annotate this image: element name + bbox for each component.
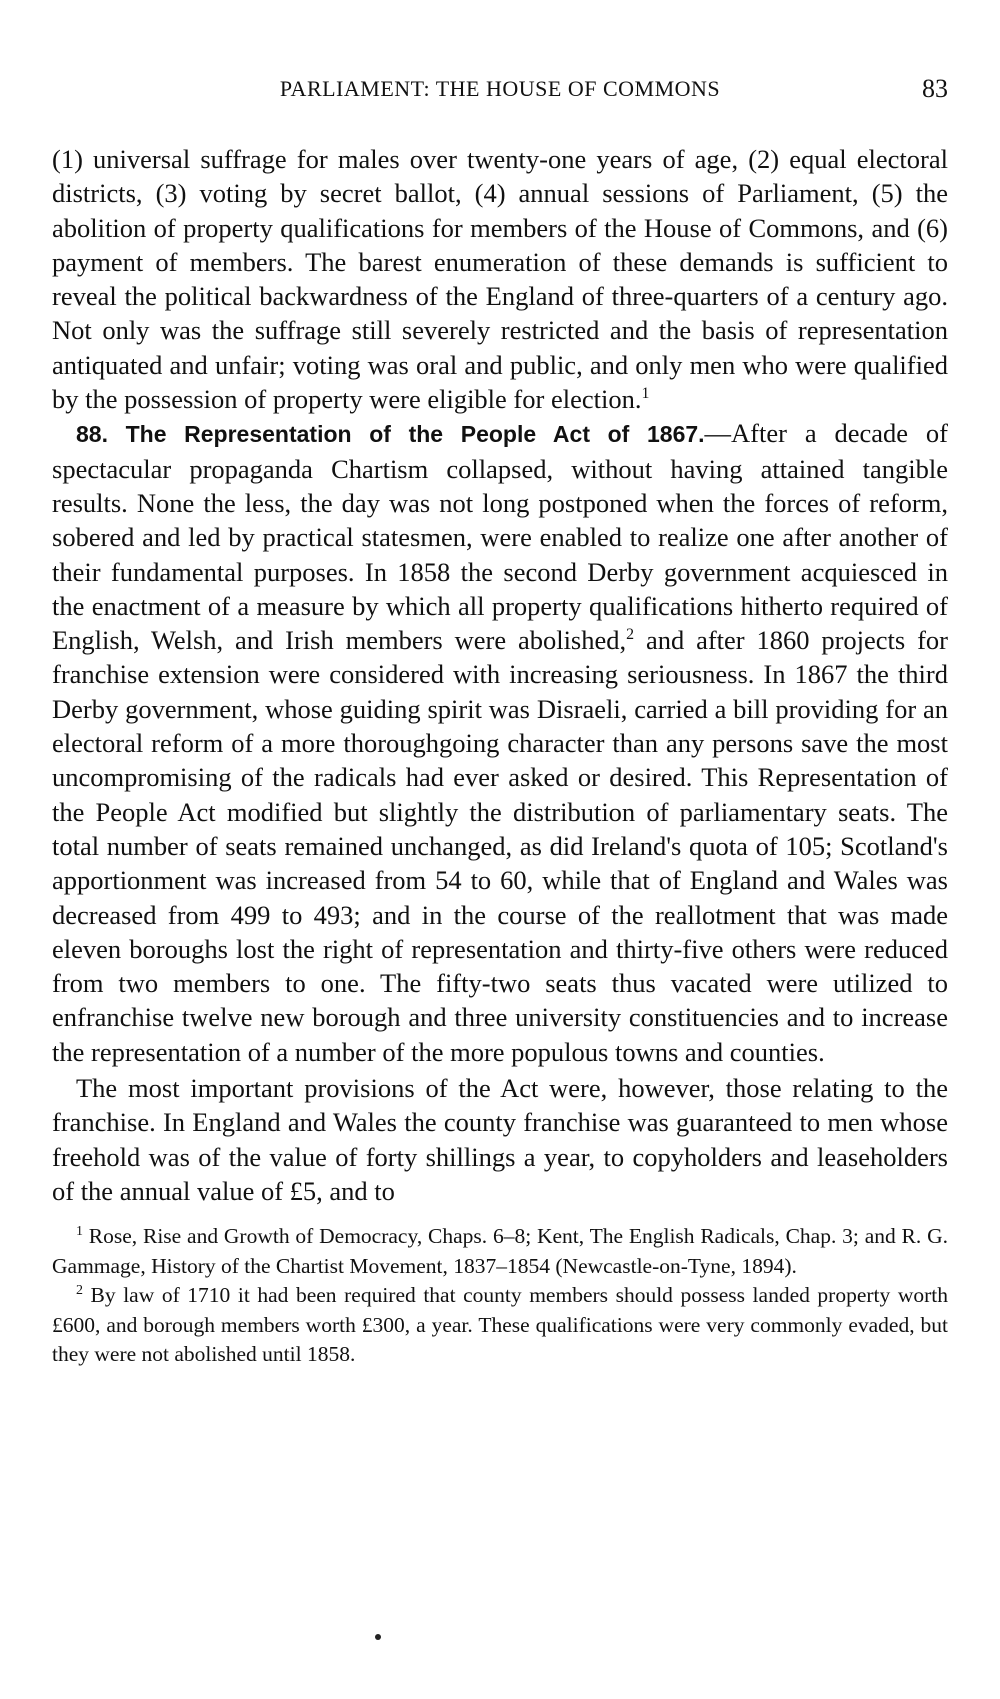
footnote-ref-1: 1 <box>641 385 650 403</box>
body-text <box>52 142 948 1208</box>
paragraph-section-88 <box>52 416 948 1069</box>
paragraph-chartist-demands <box>52 142 948 416</box>
page-number: 83 <box>922 74 948 103</box>
footnotes <box>52 1222 948 1370</box>
paragraph-text: The most important provisions of the Act were, however, those relating to the franchise. In England and Wales the county franchise was guaranteed to men whose freehold was of the value of forty shillings a year, to copyholders and leaseholders of the annual value of £5, and to <box>52 1073 948 1206</box>
running-header <box>52 72 948 112</box>
paragraph-text: (1) universal suffrage for males over twenty-one years of age, (2) equal electoral districts, (3) voting by secret ballot, (4) annual sessions of Parliament, (5) the abolition of property qualifications for members of the House of Commons, and (6) payment of members. The barest enumeration of these demands is sufficient to reveal the political backwardness of the England of three-quarters of a century ago. Not only was the suffrage still severely restricted and the basis of representation antiquated and unfair; voting was oral and public, and only men who were qualified by the possession of property were eligible for election. <box>52 144 948 415</box>
footnote-mark: 2 <box>76 1283 83 1299</box>
footnote-2 <box>52 1281 948 1370</box>
paragraph-text-continued: and after 1860 projects for franchise extension were considered with increasing seriousness. In 1867 the third Derby government, whose guiding spirit was Disraeli, carried a bill providing for an electoral reform of a more thoroughgoing character than any persons save the most uncompromising of the radicals had ever asked or desired. This Representation of the People Act modified but slightly the distribution of parliamentary seats. The total number of seats remained unchanged, as did Ireland's quota of 105; Scotland's apportionment was increased from 54 to 60, while that of England and Wales was decreased from 499 to 493; and in the course of the reallotment that was made eleven boroughs lost the right of representation and thirty-five others were reduced from two members to one. The fifty-two seats thus vacated were utilized to enfranchise twelve new borough and three university constituencies and to increase the representation of a number of the more populous towns and counties. <box>52 625 948 1067</box>
ink-speck <box>375 1634 381 1640</box>
footnote-1 <box>52 1222 948 1281</box>
book-page <box>52 72 948 1370</box>
paragraph-franchise-provisions <box>52 1071 948 1208</box>
section-heading: 88. The Representation of the People Act of 1867. <box>76 421 705 448</box>
footnote-text: By law of 1710 it had been required that county members should possess landed property worth £600, and borough members worth £300, a year. These qualifications were very commonly evaded, but they were not abolished until 1858. <box>52 1283 948 1367</box>
paragraph-text: —After a decade of spectacular propaganda Chartism collapsed, without having attained tangible results. None the less, the day was not long postponed when the forces of reform, sobered and led by practical statesmen, were enabled to realize one after another of their fundamental purposes. In 1858 the second Derby government acquiesced in the enactment of a measure by which all property qualifications hitherto required of English, Welsh, and Irish members were abolished, <box>52 418 948 656</box>
footnote-ref-2: 2 <box>626 626 635 644</box>
footnote-text: Rose, Rise and Growth of Democracy, Chaps. 6–8; Kent, The English Radicals, Chap. 3; and R. G. Gammage, History of the Chartist Movement, 1837–1854 (Newcastle-on-Tyne, 1894). <box>52 1224 948 1278</box>
running-title: PARLIAMENT: THE HOUSE OF COMMONS <box>279 76 721 101</box>
footnote-mark: 1 <box>76 1224 83 1240</box>
